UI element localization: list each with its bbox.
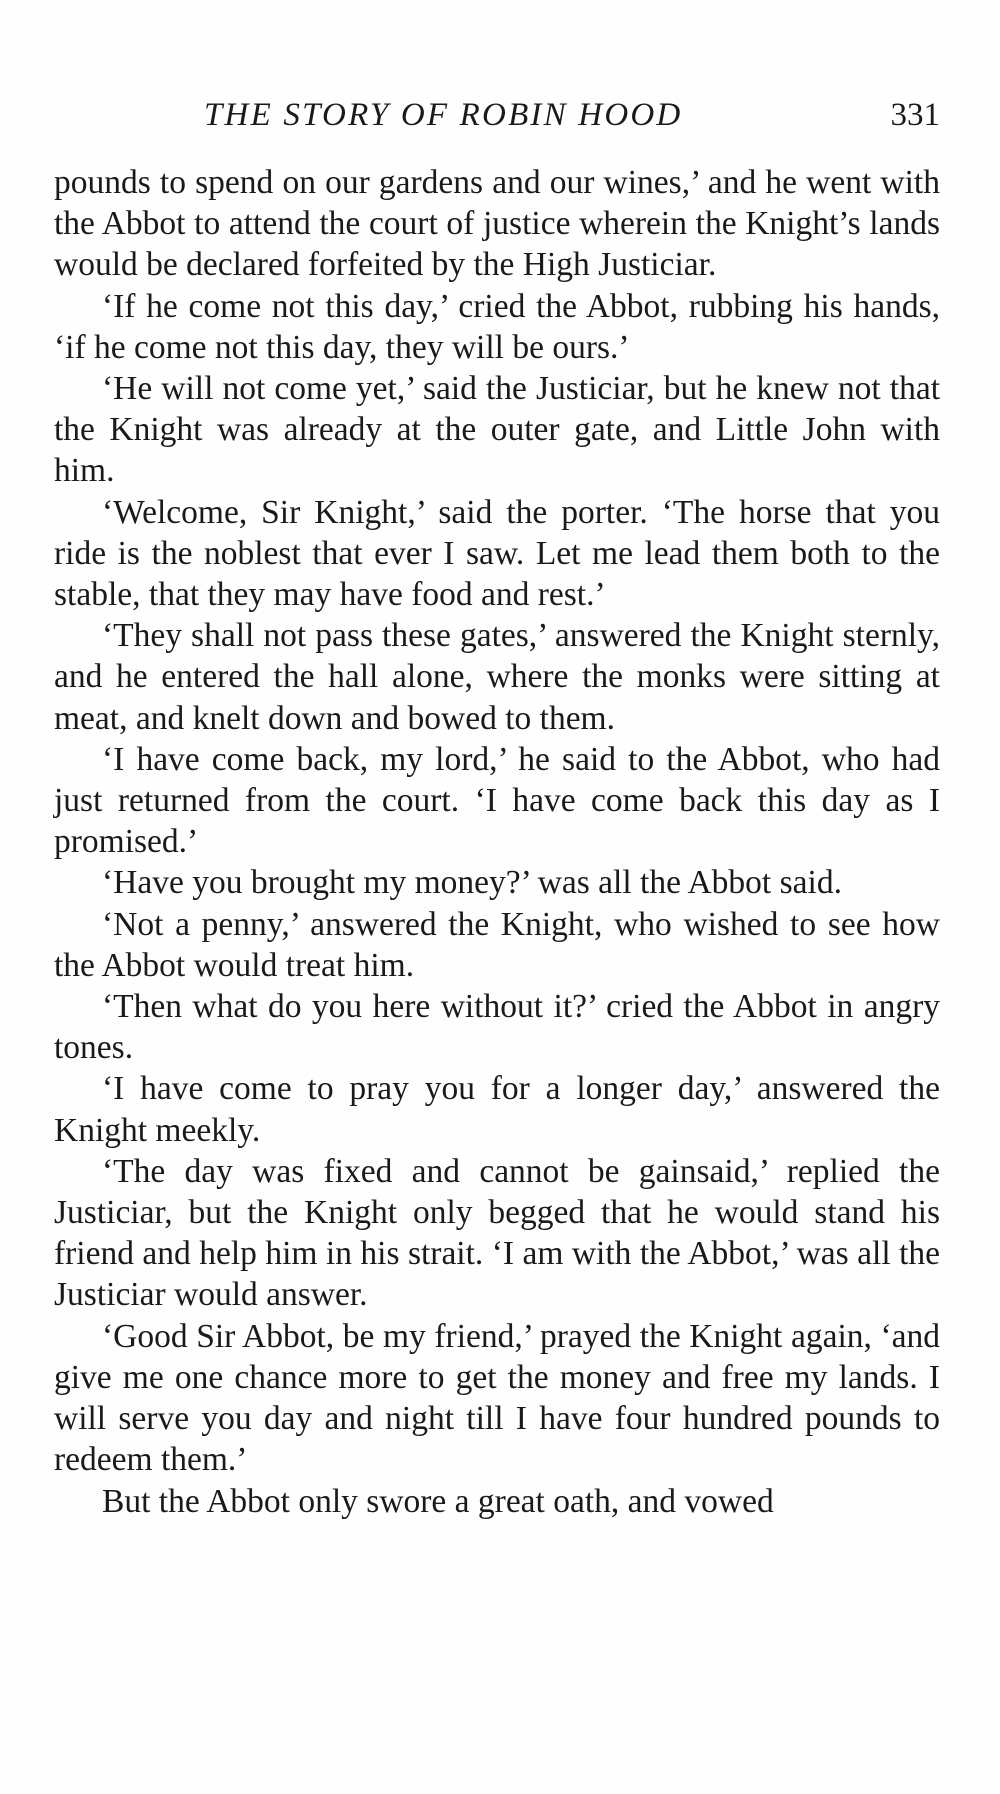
paragraph: ‘He will not come yet,’ said the Justiciar, but he knew not that the Knight was already at the outer gate, and Little John with him. [54, 370, 940, 490]
running-header [204, 94, 940, 136]
paragraph: ‘If he come not this day,’ cried the Abbot, rubbing his hands, ‘if he come not this day, they will be ours.’ [54, 287, 940, 366]
paragraph-continues: But the Abbot only swore a great oath, and vowed [102, 1482, 774, 1520]
paragraph-continued: pounds to spend on our gardens and our wines,’ and he went with the Abbot to attend the court of justice wherein the Knight’s lands would be declared forfeited by the High Justiciar. [54, 164, 940, 284]
paragraph: ‘I have come back, my lord,’ he said to the Abbot, who had just returned from the court. ‘I have come back this day as I promised.’ [54, 740, 940, 861]
paragraph: ‘Have you brought my money?’ was all the Abbot said. [102, 864, 842, 902]
paragraph: ‘Welcome, Sir Knight,’ said the porter. ‘The horse that you ride is the noblest that ever I saw. Let me lead them both to the stable, that they may have food and rest.’ [54, 493, 940, 614]
paragraph: ‘Then what do you here without it?’ cried the Abbot in angry tones. [54, 988, 940, 1067]
running-title: THE STORY OF ROBIN HOOD [204, 97, 683, 133]
page-number: 331 [890, 97, 940, 133]
paragraph: ‘The day was fixed and cannot be gainsaid,’ replied the Justiciar, but the Knight only begged that he would stand his friend and help him in his strait. ‘I am with the Abbot,’ was all the Justiciar would answer. [54, 1152, 940, 1314]
paragraph: ‘Not a penny,’ answered the Knight, who wished to see how the Abbot would treat him. [54, 905, 940, 984]
paragraph: ‘They shall not pass these gates,’ answered the Knight sternly, and he entered the hall alone, where the monks were sitting at meat, and knelt down and bowed to them. [54, 617, 940, 737]
body-text [54, 162, 940, 1522]
paragraph: ‘I have come to pray you for a longer day,’ answered the Knight meekly. [54, 1070, 940, 1149]
paragraph: ‘Good Sir Abbot, be my friend,’ prayed the Knight again, ‘and give me one chance more to get the money and free my lands. I will serve you day and night till I have four hundred pounds to redeem them.’ [54, 1317, 940, 1479]
